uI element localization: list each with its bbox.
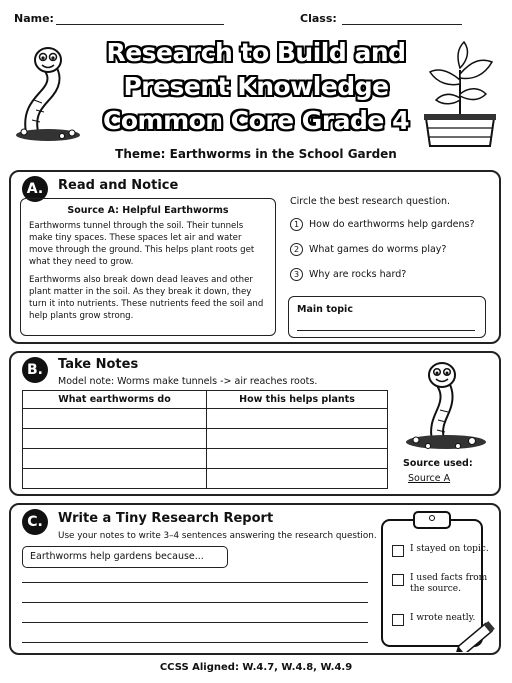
source-a-paragraph-2: Earthworms also break down dead leaves and other plant matter in the soil. As they break it down, they turn it into nutrients. These nutrients feed the soil and help plants grow strong.: [29, 275, 264, 321]
writing-line[interactable]: [22, 582, 368, 583]
question-option-1[interactable]: [290, 218, 475, 231]
section-a-title: Read and Notice: [58, 178, 179, 193]
name-field[interactable]: [56, 24, 224, 25]
report-instructions: Use your notes to write 3–4 sentences answering the research question.: [58, 531, 377, 541]
source-used-label: Source used:: [403, 458, 473, 469]
source-a-title: Source A: Helpful Earthworms: [67, 205, 229, 216]
question-text: What games do worms play?: [309, 244, 447, 255]
section-c-title: Write a Tiny Research Report: [58, 511, 274, 526]
table-row: [23, 449, 388, 469]
checklist-label: I used facts from the source.: [410, 573, 488, 594]
section-c-badge: C.: [22, 509, 48, 535]
checklist-item-2[interactable]: [392, 573, 492, 595]
checklist-label: I stayed on topic.: [410, 544, 489, 554]
question-prompt: Circle the best research question.: [290, 196, 451, 207]
name-label: Name:: [14, 12, 54, 25]
table-row: [23, 409, 388, 429]
main-topic-box: [288, 296, 486, 338]
main-topic-label: Main topic: [297, 304, 353, 315]
table-cell[interactable]: [23, 449, 207, 469]
sentence-starter-box: Earthworms help gardens because...: [22, 546, 228, 568]
checklist-item-3[interactable]: [392, 613, 492, 626]
class-label: Class:: [300, 12, 337, 25]
section-b-title: Take Notes: [58, 357, 139, 372]
class-field[interactable]: [342, 24, 462, 25]
table-cell[interactable]: [207, 469, 388, 489]
model-note: Model note: Worms make tunnels -> air reaches roots.: [58, 376, 318, 387]
section-a-badge: A.: [22, 176, 48, 202]
notes-table: [22, 390, 388, 489]
writing-line[interactable]: [22, 622, 368, 623]
worm-illustration: [14, 40, 86, 142]
table-cell[interactable]: [23, 469, 207, 489]
section-b-badge: B.: [22, 357, 48, 383]
title-line-3: Common Core Grade 4: [103, 106, 409, 135]
source-a-paragraph-1: Earthworms tunnel through the soil. Their tunnels make tiny spaces. These spaces let air and water move through the ground. This helps plant roots get what they need to grow.: [29, 221, 255, 267]
title-line-2: Present Knowledge: [123, 72, 389, 101]
question-option-2[interactable]: [290, 243, 446, 256]
question-option-3[interactable]: [290, 268, 406, 281]
table-cell[interactable]: [23, 429, 207, 449]
column-header-how: How this helps plants: [207, 391, 388, 409]
table-cell[interactable]: [207, 449, 388, 469]
checklist-item-1[interactable]: [392, 544, 492, 557]
checkbox[interactable]: [392, 574, 404, 586]
question-number: 1: [290, 218, 303, 231]
main-topic-field[interactable]: [297, 330, 475, 331]
table-row: [23, 429, 388, 449]
source-used-value: Source A: [408, 473, 451, 484]
table-cell[interactable]: [207, 409, 388, 429]
table-cell[interactable]: [23, 409, 207, 429]
question-number: 2: [290, 243, 303, 256]
table-header-row: [23, 391, 388, 409]
title-line-1: Research to Build and: [106, 38, 406, 67]
table-row: [23, 469, 388, 489]
question-number: 3: [290, 268, 303, 281]
writing-line[interactable]: [22, 642, 368, 643]
question-text: Why are rocks hard?: [309, 269, 407, 280]
source-a-box: [20, 198, 276, 336]
theme-text: Theme: Earthworms in the School Garden: [115, 147, 397, 161]
checkbox[interactable]: [392, 545, 404, 557]
worm-in-soil-illustration: [402, 358, 492, 450]
ccss-footer: CCSS Aligned: W.4.7, W.4.8, W.4.9: [159, 662, 353, 673]
checklist-label: I wrote neatly.: [410, 613, 476, 623]
plant-box-illustration: [420, 40, 500, 150]
table-cell[interactable]: [207, 429, 388, 449]
column-header-what: What earthworms do: [23, 391, 207, 409]
writing-line[interactable]: [22, 602, 368, 603]
question-text: How do earthworms help gardens?: [309, 219, 475, 230]
checkbox[interactable]: [392, 614, 404, 626]
